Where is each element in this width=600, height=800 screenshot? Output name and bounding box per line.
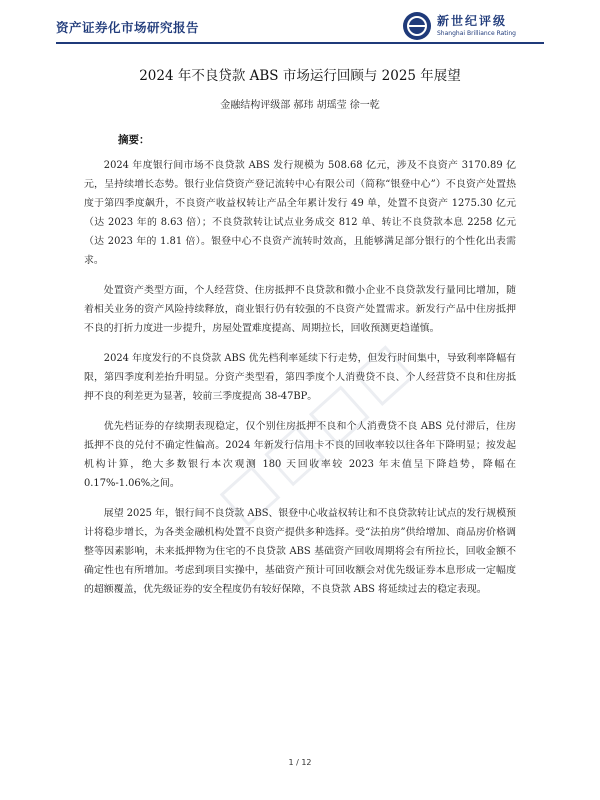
logo-emblem-icon <box>403 12 431 40</box>
document-title: 2024 年不良贷款 ABS 市场运行回顾与 2025 年展望 <box>139 68 461 84</box>
page-number: 1 / 12 <box>288 758 312 767</box>
abstract-paragraph: 2024 年度发行的不良贷款 ABS 优先档利率延续下行走势，但发行时间集中，导致利率降幅有限，第四季度利差抬升明显。分资产类型看，第四季度个人消费贷不良、个人经营贷不良和住房抵押不良的利差更为显著，较前三季度提高 38-47BP。 <box>84 353 516 402</box>
document-authors: 金融结构评级部 郝玮 胡瑶莹 徐一乾 <box>220 100 380 111</box>
abstract-paragraph: 处置资产类型方面，个人经营贷、住房抵押不良贷款和微小企业不良贷款发行量同比增加，随着相关业务的资产风险持续释放，商业银行仍有较强的不良资产处置需求。新发行产品中住房抵押不良的打折力度进一步提升，房屋处置难度提高、周期拉长，回收预测更趋谨慎。 <box>84 285 516 334</box>
company-logo <box>403 10 543 44</box>
logo-name-cn: 新世纪评级 <box>437 14 508 28</box>
abstract-paragraph: 展望 2025 年，银行间不良贷款 ABS、银登中心收益权转让和不良贷款转让试点的发行规模预计将稳步增长，为各类金融机构处置不良资产提供多种选择。受“法拍房”供给增加、商品房价格调整等因素影响，未来抵押物为住宅的不良贷款 ABS 基础资产回收周期将会有所拉长，回收金额不确定性也有所增加。考虑到项目实操中，基础资产预计可回收额会对优先级证券本息形成一定幅度的超额覆盖，优先级证券的安全程度仍有较好保障，不良贷款 ABS 将延续过去的稳定表现。 <box>84 508 516 595</box>
abstract-paragraph: 2024 年度银行间市场不良贷款 ABS 发行规模为 508.68 亿元，涉及不良资产 3170.89 亿元，呈持续增长态势。银行业信贷资产登记流转中心有限公司（简称“银登中心”）不良资产处置热度于第四季度飙升，不良资产收益权转让产品全年累计发行 49 单，处置不良资产 1275.30 亿元（达 2023 年的 8.63 倍）；不良贷款转让试点业务成交 812 单、转让不良贷款本息 2258 亿元（达 2023 年的 1.81 倍）。银登中心不良资产流转时效高，且能够满足部分银行的个性化出表需求。 <box>84 160 516 266</box>
abstract-label: 摘要： <box>118 134 150 146</box>
logo-name-en: Shanghai Brilliance Rating <box>437 30 516 37</box>
abstract-paragraph: 优先档证券的存续期表现稳定，仅个别住房抵押不良和个人消费贷不良 ABS 兑付滞后，住房抵押不良的兑付不确定性偏高。2024 年新发行信用卡不良的回收率较以往各年下降明显；按发起机构计算，绝大多数银行本次观测 180 天回收率较 2023 年末值呈下降趋势，降幅在 0.17%-1.06%之间。 <box>84 421 516 489</box>
abstract-body <box>84 156 516 610</box>
report-series-title: 资产证券化市场研究报告 <box>56 20 200 35</box>
header-divider <box>56 42 544 44</box>
page-header <box>0 0 600 44</box>
